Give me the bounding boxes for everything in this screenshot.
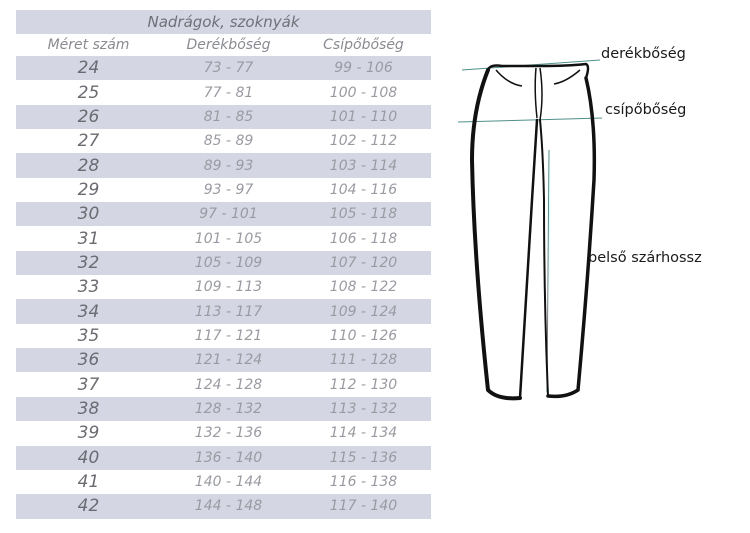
right-outer-seam	[548, 78, 594, 396]
waist-cell: 124 - 128	[194, 376, 263, 393]
hip-cell: 101 - 110	[329, 108, 398, 125]
waist-cell: 85 - 89	[203, 133, 254, 150]
size-cell: 25	[77, 82, 100, 103]
hip-measure-line	[458, 118, 602, 122]
left-inner-seam	[520, 120, 537, 398]
hip-cell: 99 - 106	[334, 60, 393, 77]
waist-cell: 101 - 105	[194, 230, 263, 247]
table-row	[16, 372, 431, 396]
trousers-illustration	[440, 0, 750, 533]
hip-cell: 109 - 124	[329, 303, 398, 320]
hip-cell: 104 - 116	[329, 181, 398, 198]
size-cell: 32	[77, 252, 100, 273]
size-cell: 29	[77, 179, 100, 200]
table-row	[16, 446, 431, 470]
waist-cell: 117 - 121	[194, 327, 263, 344]
size-cell: 30	[77, 204, 100, 225]
header-waist: Derékbőség	[186, 37, 271, 53]
table-row	[16, 397, 431, 421]
table-row	[16, 178, 431, 202]
waist-cell: 121 - 124	[194, 352, 263, 369]
table-row	[16, 202, 431, 226]
hip-cell: 112 - 130	[329, 376, 398, 393]
hip-cell: 107 - 120	[329, 254, 398, 271]
waist-label: derékbőség	[601, 46, 686, 62]
size-cell: 34	[77, 301, 100, 322]
waist-cell: 97 - 101	[199, 206, 258, 223]
table-row	[16, 275, 431, 299]
table-row	[16, 80, 431, 104]
table-row	[16, 226, 431, 250]
table-header-row	[16, 34, 431, 56]
size-cell: 33	[77, 277, 100, 298]
size-table	[16, 10, 431, 519]
table-row	[16, 494, 431, 518]
left-pocket	[496, 70, 522, 86]
size-cell: 27	[77, 131, 100, 152]
fly-seam	[535, 68, 537, 118]
waist-cell: 73 - 77	[203, 60, 254, 77]
table-row	[16, 153, 431, 177]
table-row	[16, 251, 431, 275]
waist-cell: 140 - 144	[194, 474, 263, 491]
right-pocket	[554, 70, 580, 84]
hip-cell: 108 - 122	[329, 279, 398, 296]
size-cell: 42	[77, 496, 100, 517]
waist-cell: 144 - 148	[194, 498, 263, 515]
hip-cell: 100 - 108	[329, 84, 398, 101]
waist-cell: 109 - 113	[194, 279, 263, 296]
size-cell: 40	[77, 447, 100, 468]
waist-cell: 81 - 85	[203, 108, 254, 125]
waist-cell: 113 - 117	[194, 303, 263, 320]
right-inner-seam	[540, 120, 548, 396]
hip-cell: 105 - 118	[329, 206, 398, 223]
waist-cell: 132 - 136	[194, 425, 263, 442]
header-size: Méret szám	[47, 37, 130, 53]
hip-label: csípőbőség	[605, 102, 687, 118]
hip-cell: 103 - 114	[329, 157, 398, 174]
waist-cell: 105 - 109	[194, 254, 263, 271]
hip-cell: 116 - 138	[329, 474, 398, 491]
trousers-diagram	[440, 0, 750, 533]
hip-cell: 113 - 132	[329, 400, 398, 417]
waist-cell: 89 - 93	[203, 157, 254, 174]
size-cell: 28	[77, 155, 100, 176]
size-cell: 24	[77, 58, 100, 79]
size-cell: 26	[77, 106, 100, 127]
size-cell: 38	[77, 398, 100, 419]
header-hip: Csípőbőség	[323, 37, 404, 53]
size-cell: 39	[77, 423, 100, 444]
table-row	[16, 56, 431, 80]
table-row	[16, 421, 431, 445]
table-row	[16, 129, 431, 153]
table-row	[16, 324, 431, 348]
waist-cell: 77 - 81	[203, 84, 254, 101]
size-cell: 31	[77, 228, 100, 249]
fly-seam-right	[540, 68, 542, 120]
waist-cell: 93 - 97	[203, 181, 254, 198]
table-title: Nadrágok, szoknyák	[16, 10, 431, 34]
table-body	[16, 56, 431, 519]
hip-cell: 115 - 136	[329, 449, 398, 466]
hip-cell: 111 - 128	[329, 352, 398, 369]
waist-cell: 128 - 132	[194, 400, 263, 417]
inseam-label: belső szárhossz	[588, 250, 702, 266]
hip-cell: 114 - 134	[329, 425, 398, 442]
table-row	[16, 470, 431, 494]
table-row	[16, 299, 431, 323]
waist-cell: 136 - 140	[194, 449, 263, 466]
table-row	[16, 105, 431, 129]
size-cell: 37	[77, 374, 100, 395]
hip-cell: 117 - 140	[329, 498, 398, 515]
hip-cell: 102 - 112	[329, 133, 398, 150]
hip-cell: 106 - 118	[329, 230, 398, 247]
table-row	[16, 348, 431, 372]
size-cell: 35	[77, 325, 100, 346]
size-cell: 36	[77, 350, 100, 371]
size-cell: 41	[77, 472, 100, 493]
hip-cell: 110 - 126	[329, 327, 398, 344]
left-outer-seam	[472, 70, 520, 398]
